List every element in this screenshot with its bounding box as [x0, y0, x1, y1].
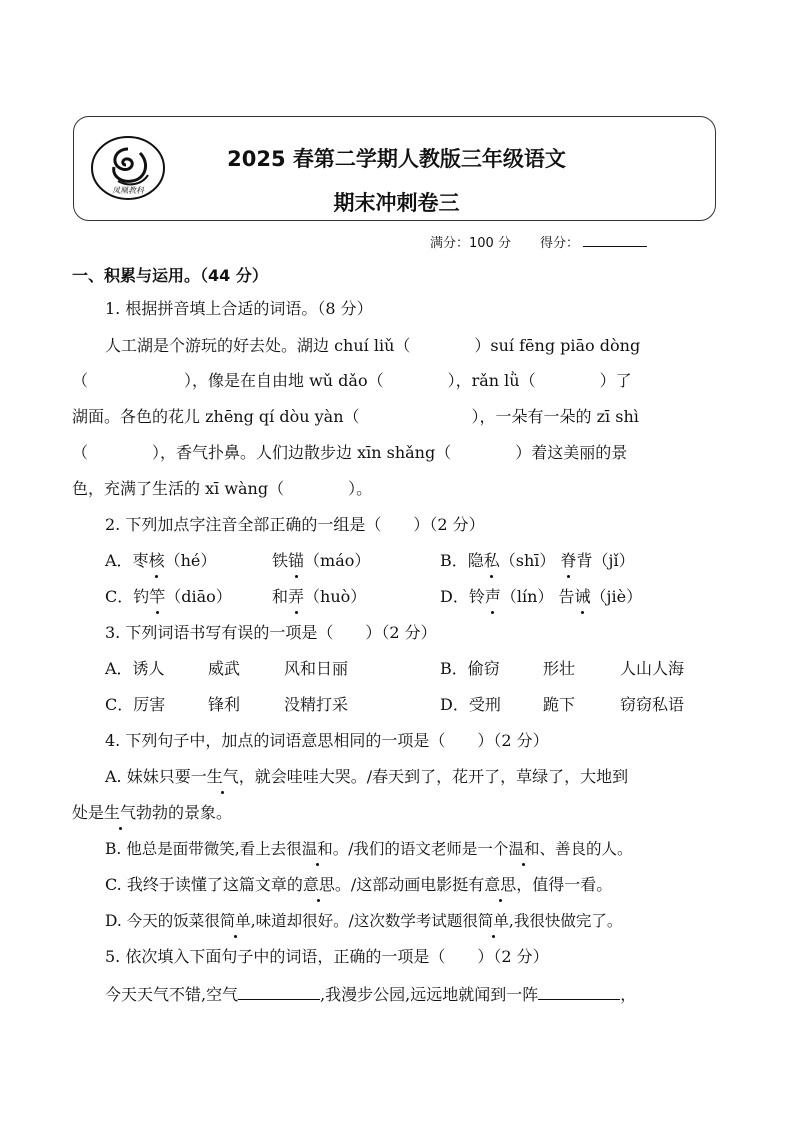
page-title-line1: 2025 春第二学期人教版三年级语文 [227, 147, 566, 171]
q2-option-a[interactable] [105, 550, 216, 572]
q4-c-mid: 。/这部动画电影挺有 [334, 875, 485, 894]
score-blank[interactable] [583, 233, 647, 247]
score-label: 得分： [540, 236, 580, 251]
q4-a-dotted: 生气 [206, 767, 239, 786]
q3-a-2: 威武 [208, 659, 241, 678]
q2-c2-reading: （huò） [304, 587, 367, 606]
q4-option-c[interactable] [105, 874, 612, 896]
q3-d-1[interactable]: D．受刑 [440, 695, 501, 714]
q2-d2-dotted: 诫 [574, 587, 591, 606]
q2-stem: 2. 下列加点字注音全部正确的一组是（ ）（2 分） [105, 515, 485, 534]
q3-d-3: 窃窃私语 [620, 695, 685, 714]
q3-c-1[interactable]: C．厉害 [105, 695, 166, 714]
q2-option-a2 [272, 550, 370, 572]
full-score: 满分：100 分 [430, 236, 511, 251]
q4-d-pre: D. 今天的饭菜很 [105, 912, 220, 930]
q2-d2-reading: （jiè） [590, 587, 643, 606]
q4-option-a-line1[interactable] [105, 766, 628, 788]
q4-option-b[interactable] [105, 838, 632, 860]
q2-b2-reading: 背（jǐ） [576, 551, 635, 570]
q4-option-d[interactable] [105, 910, 622, 932]
q2-d-reading: （lín） [500, 587, 554, 606]
q4-b-post: 、善良的人。 [539, 840, 633, 858]
q2-c-reading: （diāo） [165, 587, 232, 606]
q2-option-c[interactable] [105, 586, 232, 608]
q2-d-prefix: D．铃 [440, 587, 485, 606]
q3-stem: 3. 下列词语书写有误的一项是（ ）（2 分） [105, 623, 437, 642]
q3-c-2: 锋利 [208, 695, 241, 714]
q1-stem: 1. 根据拼音填上合适的词语。（8 分） [105, 299, 373, 318]
q5-text-a: 今天天气不错,空气 [105, 985, 239, 1004]
q1-line4: （ ），香气扑鼻。人们边散步边 xīn shǎng（ ）着这美丽的景 [72, 443, 628, 462]
q4-c-dotted2: 意思 [484, 875, 517, 894]
section-heading: 一、积累与运用。（44 分） [72, 266, 268, 285]
q5-stem: 5. 依次填入下面句子中的词语，正确的一项是（ ）（2 分） [105, 947, 549, 966]
q4-option-a-line2 [72, 802, 232, 824]
q3-c-3: 没精打采 [284, 695, 349, 714]
q4-d-dotted1: 简单 [219, 912, 251, 930]
q4-c-post: ，值得一看。 [516, 875, 613, 894]
q2-b-dotted: 私 [483, 551, 500, 570]
q2-a-reading: （hé） [164, 551, 217, 570]
q2-a2-reading: （máo） [304, 551, 371, 570]
q3-d-2: 跪下 [543, 695, 576, 714]
q4-a2-dotted: 生气 [104, 803, 137, 822]
q4-d-mid: ,味道却很好。/这次数学考试题很 [250, 912, 478, 930]
q5-blank-1[interactable] [238, 985, 320, 1000]
q3-a-3: 风和日丽 [284, 659, 349, 678]
q5-text-b: ,我漫步公园,远远地就闻到一阵 [320, 985, 539, 1004]
q2-a2-dotted: 锚 [288, 551, 305, 570]
q4-b-pre: B. 他总是面带微笑,看上去很 [105, 840, 302, 858]
svg-text:凤凰教科: 凤凰教科 [112, 186, 144, 195]
q2-option-d[interactable] [440, 586, 642, 608]
q2-c-dotted: 竿 [149, 587, 166, 606]
q4-b-dotted1: 温和 [301, 840, 333, 858]
q2-a-dotted: 核 [148, 551, 165, 570]
q5-blank-2[interactable] [538, 985, 620, 1000]
q1-line5: 色，充满了生活的 xī wàng（ ）。 [72, 479, 373, 498]
q4-c-pre: C. 我终于读懂了这篇文章的 [105, 875, 303, 894]
q2-b2-dotted: 脊 [560, 551, 577, 570]
q3-a-1[interactable]: A．诱人 [105, 659, 165, 678]
q4-a2-post: 勃勃的景象。 [136, 803, 233, 822]
q2-c2-prefix: 和 [272, 587, 289, 606]
q2-option-c2 [272, 586, 366, 608]
q2-a2-prefix: 铁 [272, 551, 289, 570]
q2-b-reading: （shī） [499, 551, 556, 570]
q4-c-dotted1: 意思 [302, 875, 335, 894]
q5-sentence [105, 984, 636, 1006]
q2-option-b[interactable] [440, 550, 635, 572]
page-title-line2: 期末冲刺卷三 [333, 191, 460, 215]
q4-d-dotted2: 简单 [477, 912, 509, 930]
q4-stem: 4. 下列句子中，加点的词语意思相同的一项是（ ）（2 分） [105, 731, 549, 750]
q2-d-dotted: 声 [484, 587, 501, 606]
q1-line3: 湖面。各色的花儿 zhēng qí dòu yàn（ ），一朵有一朵的 zī shì [72, 407, 639, 426]
q4-a-post: ，就会哇哇大哭。/春天到了，花开了，草绿了，大地到 [238, 767, 629, 786]
q3-b-2: 形壮 [543, 659, 576, 678]
q1-line1: 人工湖是个游玩的好去处。湖边 chuí liǔ（ ）suí fēng piāo dòng [105, 336, 641, 355]
q2-c2-dotted: 弄 [288, 587, 305, 606]
q3-b-3: 人山人海 [620, 659, 685, 678]
q4-a2-pre: 处是 [72, 803, 105, 822]
q2-d2-prefix: 告 [558, 587, 575, 606]
q5-text-c: ， [620, 985, 637, 1004]
q1-line2: （ ），像是在自由地 wǔ dǎo（ ），rǎn lǜ（ ）了 [72, 371, 632, 390]
q2-c-prefix: C．钓 [105, 587, 150, 606]
q3-b-1[interactable]: B．偷窃 [440, 659, 500, 678]
q4-d-post: ,我很快做完了。 [508, 912, 623, 930]
q4-b-mid: 。/我们的语文老师是一个 [332, 840, 509, 858]
q2-b-prefix: B．隐 [440, 551, 484, 570]
q2-a-prefix: A．枣 [105, 551, 149, 570]
q4-a-pre: A. 妹妹只要一 [105, 767, 207, 786]
q4-b-dotted2: 温和 [508, 840, 540, 858]
